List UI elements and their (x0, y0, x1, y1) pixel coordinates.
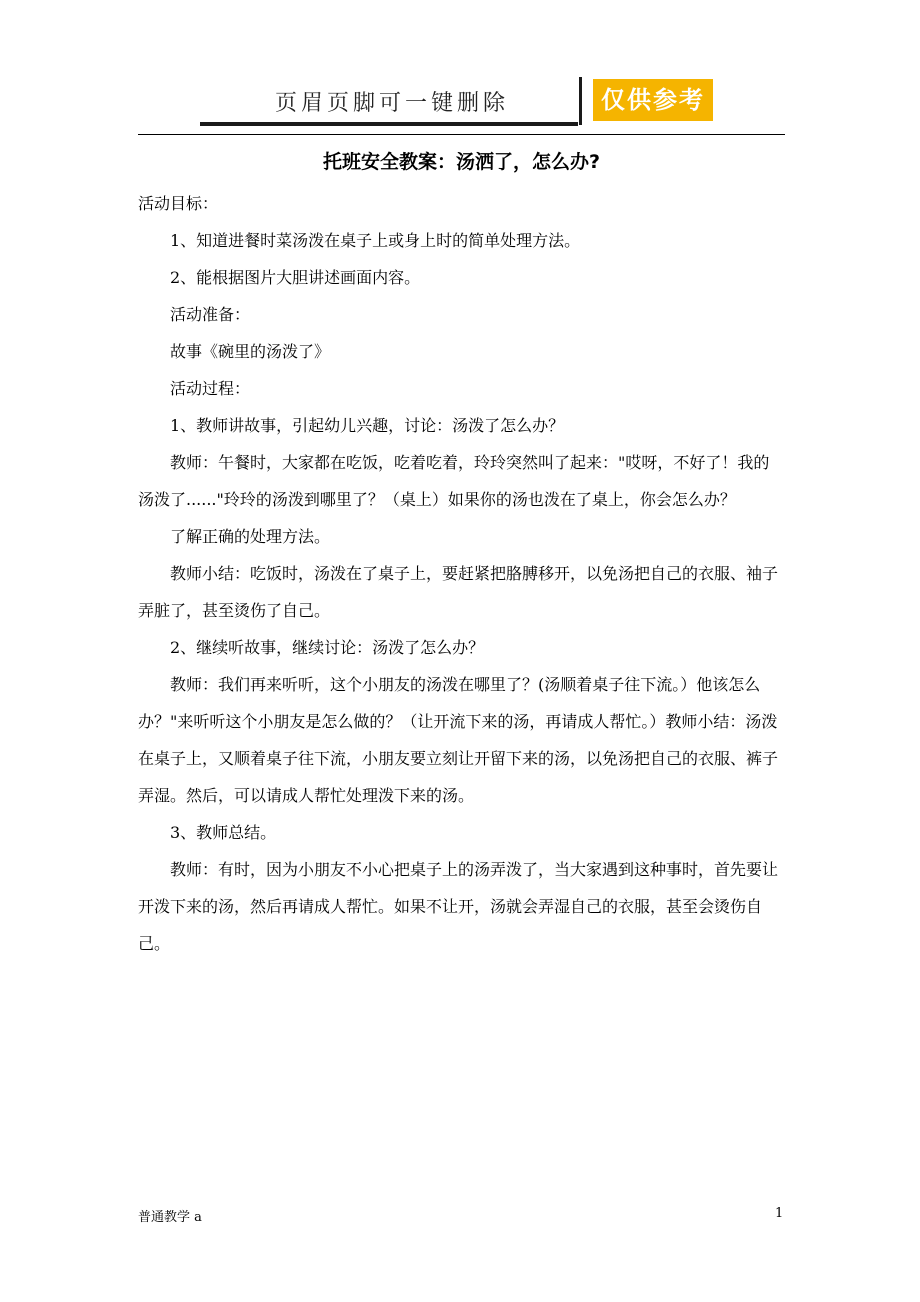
process-step: 3、教师总结。 (170, 823, 277, 842)
goal-item: 1、知道进餐时菜汤泼在桌子上或身上时的简单处理方法。 (170, 231, 581, 250)
preparation-item: 故事《碗里的汤泼了》 (170, 342, 331, 361)
process-step: 1、教师讲故事，引起幼儿兴趣，讨论：汤泼了怎么办？ (170, 416, 565, 435)
goal-item: 2、能根据图片大胆讲述画面内容。 (170, 268, 421, 287)
paragraph: 了解正确的处理方法。 (170, 527, 331, 546)
reference-badge: 仅供参考 (593, 79, 713, 121)
paragraph: 教师：午餐时，大家都在吃饭，吃着吃着，玲玲突然叫了起来："哎呀，不好了！我的汤泼了......"玲玲的汤泼到哪里了？（桌上）如果你的汤也泼在了桌上，你会怎么办？ (138, 453, 770, 509)
process-step: 2、继续听故事，继续讨论：汤泼了怎么办？ (170, 638, 485, 657)
document-title: 托班安全教案：汤洒了，怎么办? (322, 151, 601, 173)
paragraph: 教师：我们再来听听，这个小朋友的汤泼在哪里了？(汤顺着桌子往下流。）他该怎么办？"来听听这个小朋友是怎么做的？（让开流下来的汤，再请成人帮忙。）教师小结：汤泼在桌子上，又顺着桌子往下流，小朋友要立刻让开留下来的汤，以免汤把自己的衣服、裤子弄湿。然后，可以请成人帮忙处理泼下来的汤。 (138, 675, 779, 805)
section-heading-goals: 活动目标： (138, 194, 219, 213)
header-underline (200, 122, 578, 126)
paragraph: 教师小结：吃饭时，汤泼在了桌子上，要赶紧把胳膊移开，以免汤把自己的衣服、袖子弄脏了，甚至烫伤了自己。 (138, 564, 779, 620)
section-heading-preparation: 活动准备： (170, 305, 251, 324)
paragraph: 教师：有时，因为小朋友不小心把桌子上的汤弄泼了，当大家遇到这种事时，首先要让开泼下来的汤，然后再请成人帮忙。如果不让开，汤就会弄湿自己的衣服，甚至会烫伤自己。 (138, 860, 779, 953)
header-rule (138, 134, 785, 135)
document-body (138, 185, 785, 962)
header-divider (579, 77, 582, 125)
header-text: 页眉页脚可一键删除 (275, 91, 510, 116)
footer-label: 普通教学 a (138, 1210, 202, 1225)
page-number: 1 (775, 1206, 784, 1221)
section-heading-process: 活动过程： (170, 379, 251, 398)
